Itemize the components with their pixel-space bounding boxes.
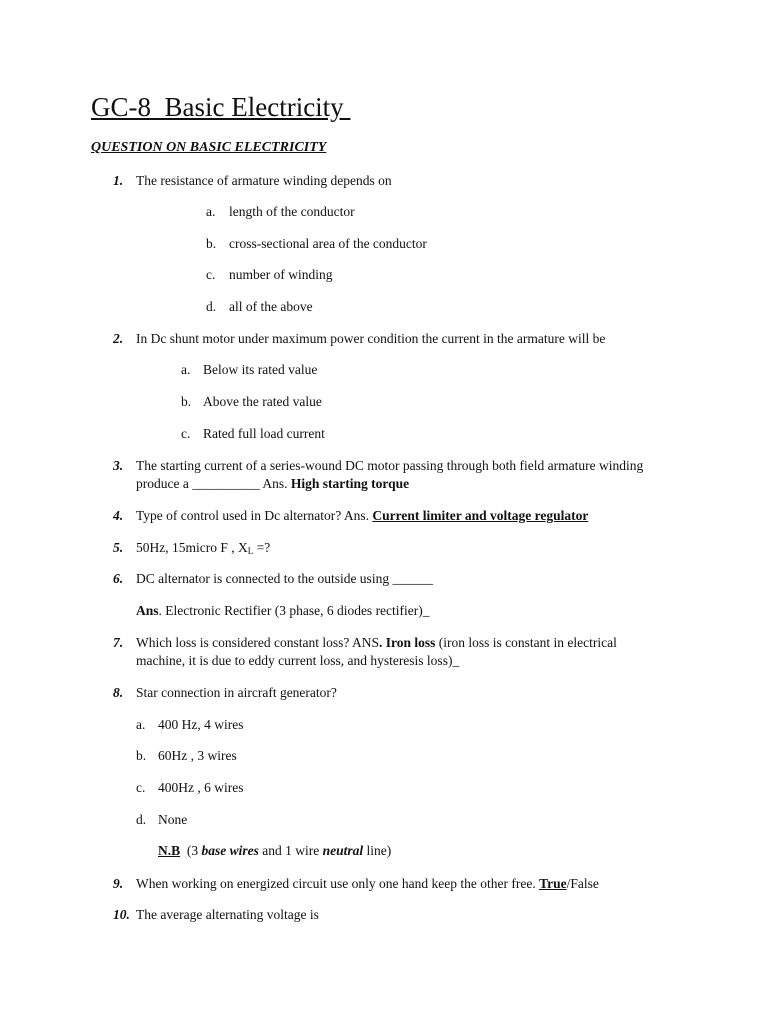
q2-option-a-text: Below its rated value <box>203 362 318 377</box>
q1-option-a-letter: a. <box>206 204 216 219</box>
q1-option-a-text: length of the conductor <box>229 204 355 219</box>
question-9-number: 9. <box>113 876 124 891</box>
q8-note <box>158 842 391 860</box>
question-10-text: The average alternating voltage is <box>136 907 319 922</box>
q8-note-mid: and 1 wire <box>258 843 323 858</box>
question-7-answer: . Iron loss <box>378 635 436 650</box>
question-6-number: 6. <box>113 571 124 586</box>
question-5-suffix: =? <box>253 540 271 555</box>
question-3-line-1: The starting current of a series-wound DC motor passing through both field armature winding <box>136 458 644 473</box>
q8-note-close: line) <box>363 843 392 858</box>
question-1-text: The resistance of armature winding depends on <box>136 173 392 188</box>
q8-option-c-text: 400Hz , 6 wires <box>158 780 244 795</box>
question-5-subscript: L <box>247 546 254 556</box>
question-3-line-2 <box>136 475 409 493</box>
q1-option-b-letter: b. <box>206 236 217 251</box>
question-9-text: When working on energized circuit use only one hand keep the other free. <box>136 876 540 891</box>
question-3-answer: High starting torque <box>290 476 410 491</box>
q8-note-base-wires: base wires <box>201 843 259 858</box>
q8-option-b-letter: b. <box>136 748 147 763</box>
question-6-answer-line <box>136 602 430 620</box>
question-4-text-line <box>136 507 588 525</box>
question-2-text: In Dc shunt motor under maximum power condition the current in the armature will be <box>136 331 606 346</box>
question-4-answer: Current limiter and voltage regulator <box>372 508 589 523</box>
question-5-number: 5. <box>113 540 124 555</box>
q1-option-d-letter: d. <box>206 299 217 314</box>
question-7-line-2: machine, it is due to eddy current loss, and hysteresis loss)_ <box>136 653 460 668</box>
question-6-answer-label: Ans <box>136 603 159 618</box>
question-1-number: 1. <box>113 173 124 188</box>
question-9-false: /False <box>566 876 599 891</box>
q1-option-b-text: cross-sectional area of the conductor <box>229 236 427 251</box>
q1-option-c-text: number of winding <box>229 267 333 282</box>
question-7-number: 7. <box>113 635 124 650</box>
question-10-number: 10. <box>113 907 130 922</box>
question-4-text: Type of control used in Dc alternator? Ans. <box>136 508 373 523</box>
question-5-text-line <box>136 539 270 560</box>
q8-note-neutral: neutral <box>322 843 364 858</box>
q2-option-a-letter: a. <box>181 362 191 377</box>
q2-option-b-text: Above the rated value <box>203 394 322 409</box>
q8-option-a-letter: a. <box>136 717 146 732</box>
q8-option-c-letter: c. <box>136 780 146 795</box>
question-9-text-line <box>136 875 599 893</box>
page-title: GC-8 Basic Electricity <box>91 92 351 122</box>
q8-option-d-text: None <box>158 812 188 827</box>
question-8-number: 8. <box>113 685 124 700</box>
question-4-number: 4. <box>113 508 124 523</box>
question-5-text: 50Hz, 15micro F , X <box>136 540 248 555</box>
question-3-number: 3. <box>113 458 124 473</box>
q8-option-d-letter: d. <box>136 812 147 827</box>
question-9-true: True <box>539 876 567 891</box>
question-6-answer-text: . Electronic Rectifier (3 phase, 6 diodes rectifier)_ <box>158 603 430 618</box>
q8-option-b-text: 60Hz , 3 wires <box>158 748 237 763</box>
q1-option-d-text: all of the above <box>229 299 313 314</box>
q8-note-label: N.B <box>158 843 181 858</box>
q2-option-b-letter: b. <box>181 394 192 409</box>
question-7-suffix: (iron loss is constant in electrical <box>435 635 617 650</box>
question-7-line-1 <box>136 634 617 652</box>
question-8-text: Star connection in aircraft generator? <box>136 685 337 700</box>
q8-option-a-text: 400 Hz, 4 wires <box>158 717 244 732</box>
q2-option-c-text: Rated full load current <box>203 426 325 441</box>
question-7-text: Which loss is considered constant loss? ANS <box>136 635 379 650</box>
q1-option-c-letter: c. <box>206 267 216 282</box>
question-6-text: DC alternator is connected to the outside using ______ <box>136 571 433 586</box>
q8-note-open: (3 <box>180 843 202 858</box>
q2-option-c-letter: c. <box>181 426 191 441</box>
question-3-prefix: produce a __________ Ans. <box>136 476 291 491</box>
question-2-number: 2. <box>113 331 124 346</box>
section-heading: QUESTION ON BASIC ELECTRICITY <box>91 140 327 155</box>
